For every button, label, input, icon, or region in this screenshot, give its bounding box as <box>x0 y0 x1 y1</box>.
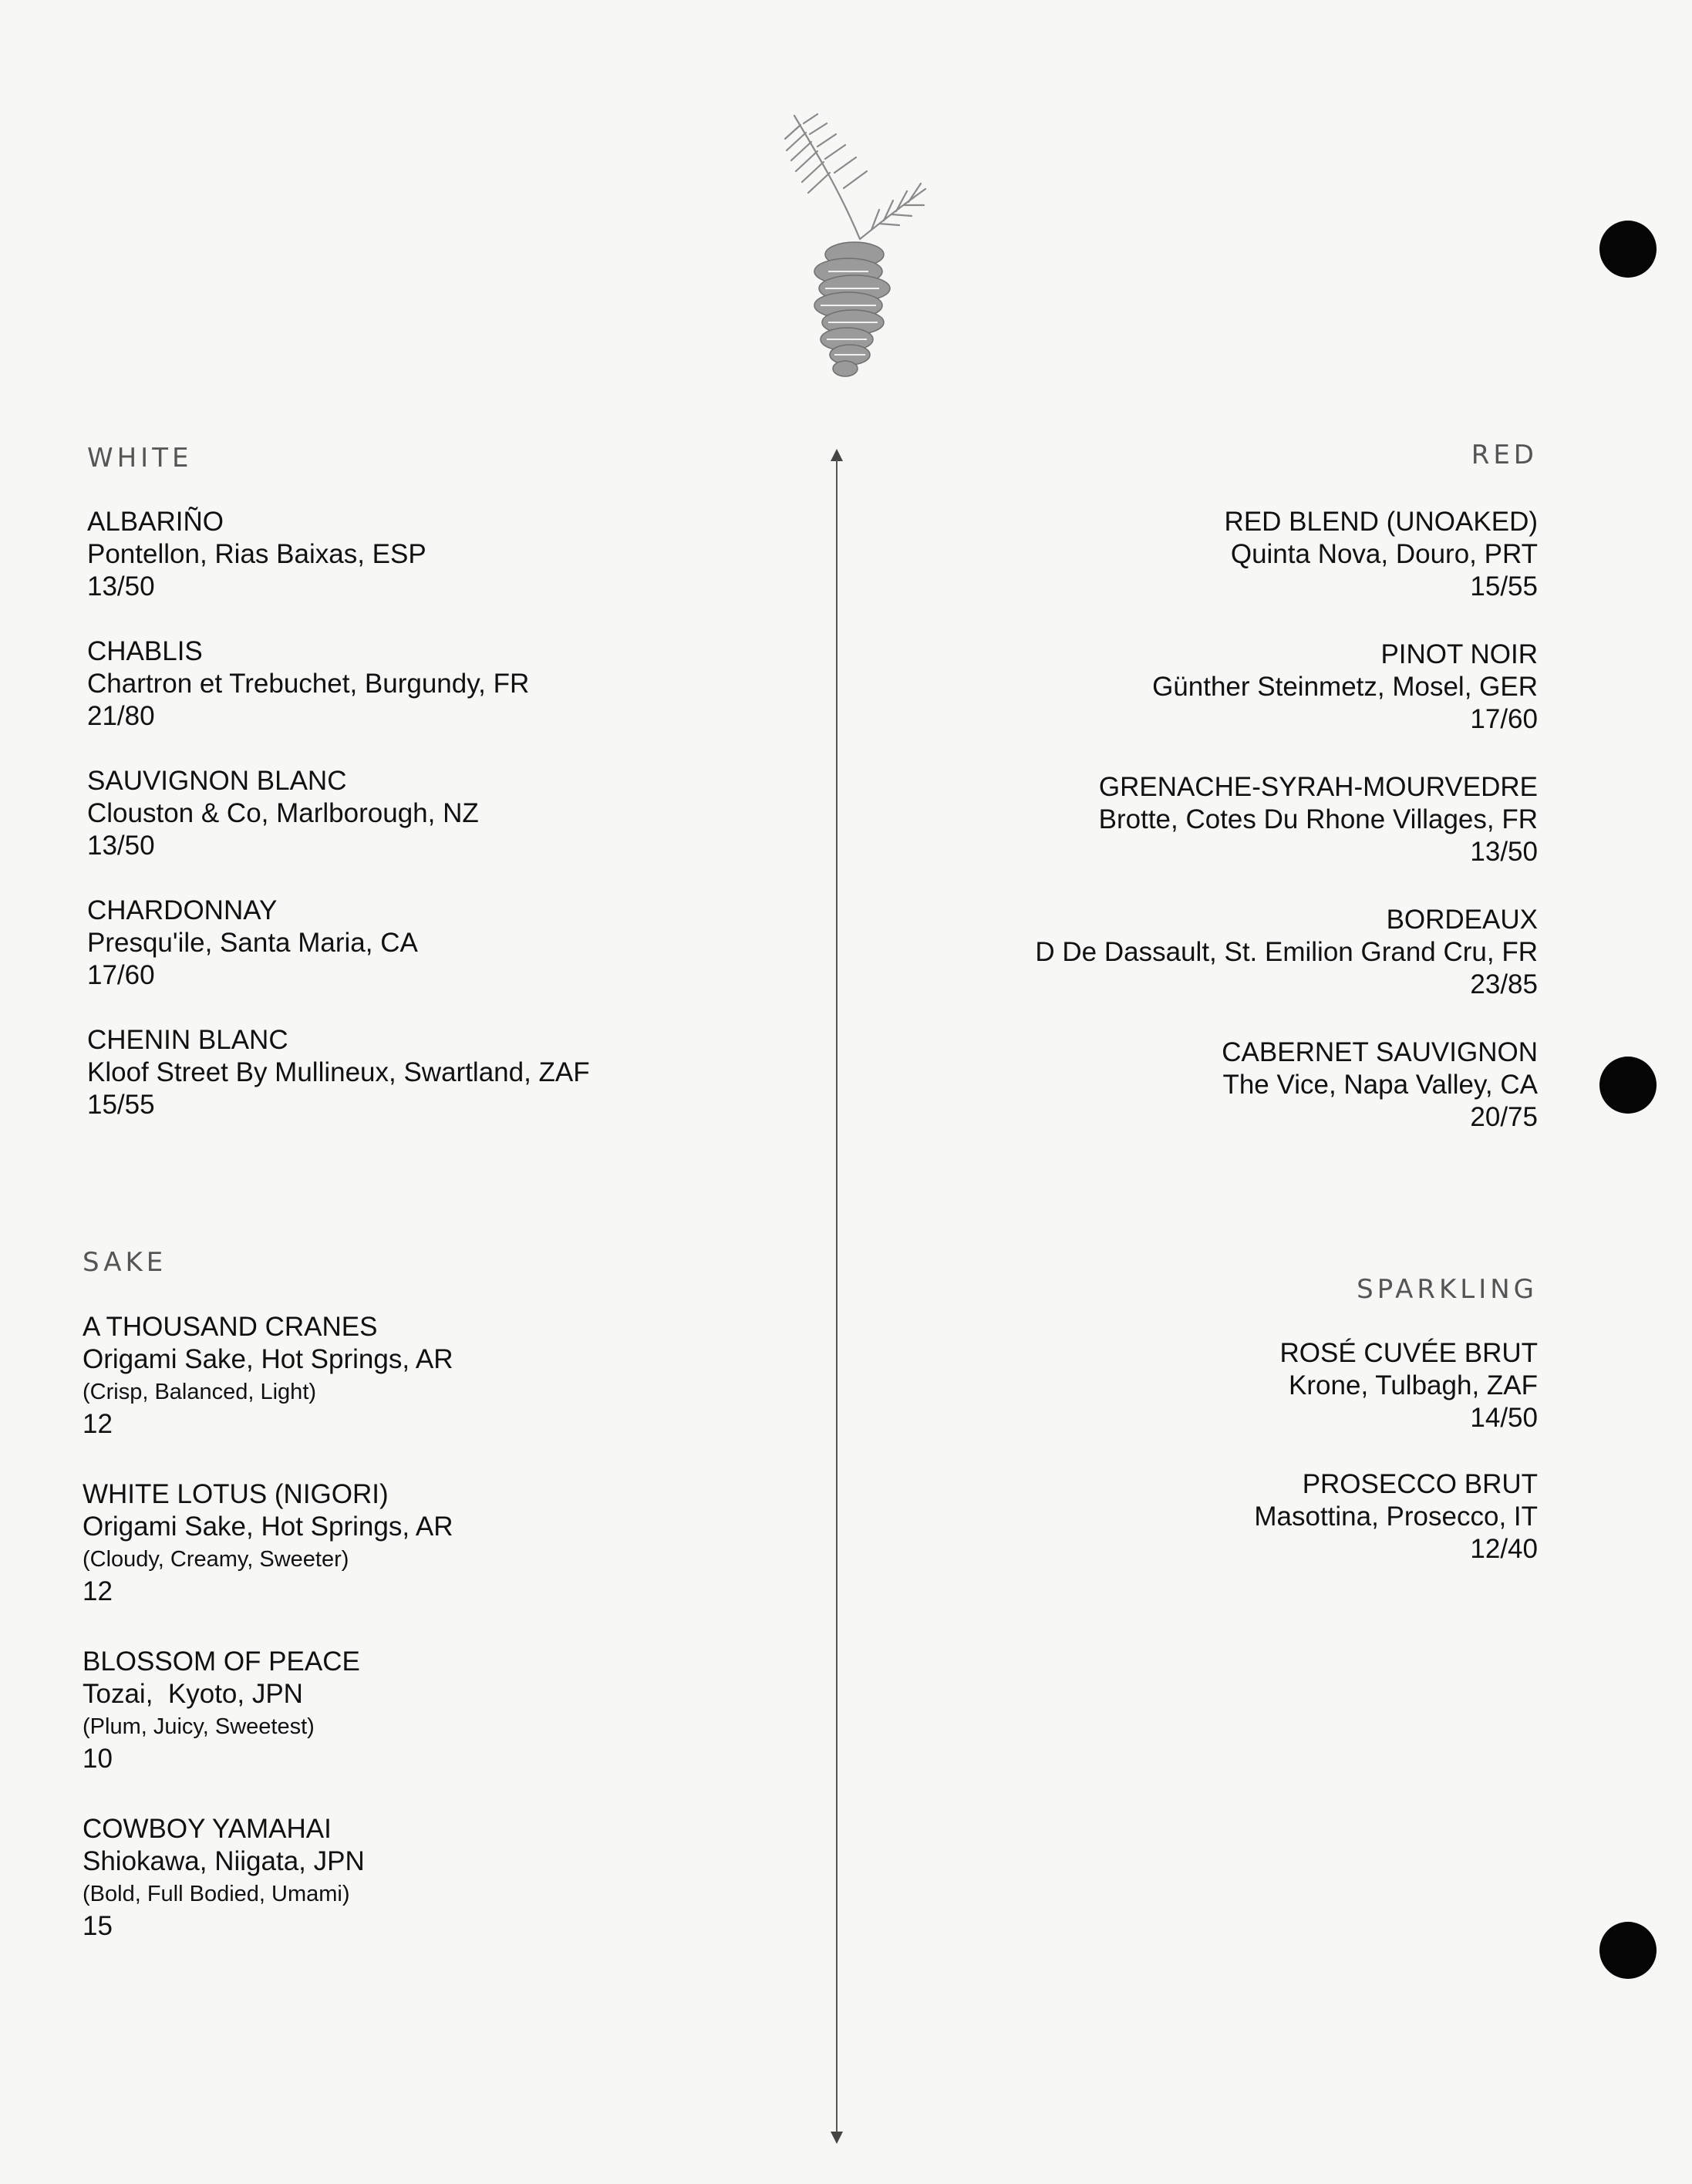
red-wine-list <box>797 506 1538 1169</box>
sake-price: 15 <box>83 1911 113 1941</box>
wine-name: ALBARIÑO <box>87 507 224 537</box>
menu-item <box>83 1813 777 1943</box>
wine-name: PROSECCO BRUT <box>1302 1469 1538 1499</box>
wine-price: 13/50 <box>87 831 155 861</box>
wine-price: 23/85 <box>1470 969 1538 999</box>
menu-item <box>797 771 1538 868</box>
menu-item <box>797 1036 1538 1134</box>
section-heading-white: WHITE <box>87 443 193 474</box>
wine-producer: Brotte, Cotes Du Rhone Villages, FR <box>1098 804 1538 834</box>
wine-name: BORDEAUX <box>1386 905 1538 935</box>
sake-producer: Shiokawa, Niigata, JPN <box>83 1846 365 1876</box>
wine-price: 21/80 <box>87 701 155 731</box>
menu-item <box>87 1024 781 1121</box>
wine-price: 12/40 <box>1470 1534 1538 1564</box>
wine-price: 14/50 <box>1470 1403 1538 1433</box>
binder-hole <box>1599 221 1657 278</box>
sake-price: 10 <box>83 1744 113 1774</box>
menu-item <box>87 635 781 733</box>
wine-price: 20/75 <box>1470 1102 1538 1132</box>
sake-name: A THOUSAND CRANES <box>83 1312 378 1342</box>
wine-name: GRENACHE-SYRAH-MOURVEDRE <box>1098 772 1538 802</box>
wine-price: 13/50 <box>1470 837 1538 867</box>
menu-item <box>844 1468 1538 1566</box>
tasting-note: (Plum, Juicy, Sweetest) <box>83 1714 315 1739</box>
wine-name: CHABLIS <box>87 636 203 666</box>
wine-price: 15/55 <box>87 1090 155 1120</box>
wine-name: RED BLEND (UNOAKED) <box>1224 507 1538 537</box>
wine-producer: Masottina, Prosecco, IT <box>1254 1502 1538 1532</box>
pine-cone-illustration <box>763 108 949 386</box>
tasting-note: (Crisp, Balanced, Light) <box>83 1380 317 1404</box>
menu-item <box>797 639 1538 736</box>
wine-price: 17/60 <box>87 960 155 990</box>
sake-name: COWBOY YAMAHAI <box>83 1814 332 1844</box>
section-heading-red: RED <box>1471 440 1538 470</box>
wine-price: 13/50 <box>87 571 155 602</box>
menu-item <box>83 1478 777 1608</box>
sake-price: 12 <box>83 1409 113 1439</box>
wine-producer: The Vice, Napa Valley, CA <box>1222 1070 1538 1100</box>
menu-item <box>83 1311 777 1441</box>
menu-item <box>83 1646 777 1775</box>
sake-producer: Tozai, Kyoto, JPN <box>83 1679 303 1709</box>
menu-item <box>797 506 1538 603</box>
menu-item <box>797 904 1538 1001</box>
menu-item <box>844 1337 1538 1434</box>
wine-producer: Pontellon, Rias Baixas, ESP <box>87 539 426 569</box>
wine-producer: Clouston & Co, Marlborough, NZ <box>87 798 479 828</box>
menu-item <box>87 765 781 862</box>
wine-price: 15/55 <box>1470 571 1538 602</box>
sake-price: 12 <box>83 1576 113 1606</box>
section-heading-sparkling: SPARKLING <box>1357 1274 1538 1305</box>
section-heading-sake: SAKE <box>83 1247 167 1278</box>
binder-hole <box>1599 1922 1657 1979</box>
sake-name: WHITE LOTUS (NIGORI) <box>83 1479 389 1509</box>
wine-producer: Kloof Street By Mullineux, Swartland, ZAF <box>87 1057 590 1087</box>
sparkling-wine-list <box>844 1337 1538 1599</box>
sake-producer: Origami Sake, Hot Springs, AR <box>83 1512 453 1542</box>
wine-producer: Chartron et Trebuchet, Burgundy, FR <box>87 669 530 699</box>
wine-name: PINOT NOIR <box>1380 639 1538 669</box>
menu-item <box>87 506 781 603</box>
sake-list <box>83 1311 777 1980</box>
wine-producer: Quinta Nova, Douro, PRT <box>1230 539 1538 569</box>
arrow-down-icon <box>831 2132 843 2144</box>
wine-producer: Günther Steinmetz, Mosel, GER <box>1152 672 1538 702</box>
wine-name: CHARDONNAY <box>87 895 278 925</box>
wine-producer: D De Dassault, St. Emilion Grand Cru, FR <box>1035 937 1538 967</box>
wine-name: CHENIN BLANC <box>87 1025 288 1055</box>
wine-name: ROSÉ CUVÉE BRUT <box>1279 1338 1538 1368</box>
tasting-note: (Cloudy, Creamy, Sweeter) <box>83 1547 349 1572</box>
white-wine-list <box>87 506 781 1154</box>
sake-producer: Origami Sake, Hot Springs, AR <box>83 1344 453 1374</box>
wine-producer: Krone, Tulbagh, ZAF <box>1289 1370 1538 1400</box>
sake-name: BLOSSOM OF PEACE <box>83 1646 360 1677</box>
wine-price: 17/60 <box>1470 704 1538 734</box>
wine-producer: Presqu'ile, Santa Maria, CA <box>87 928 418 958</box>
binder-hole <box>1599 1057 1657 1114</box>
wine-name: SAUVIGNON BLANC <box>87 766 347 796</box>
menu-item <box>87 895 781 992</box>
tasting-note: (Bold, Full Bodied, Umami) <box>83 1882 350 1906</box>
wine-name: CABERNET SAUVIGNON <box>1222 1037 1538 1067</box>
